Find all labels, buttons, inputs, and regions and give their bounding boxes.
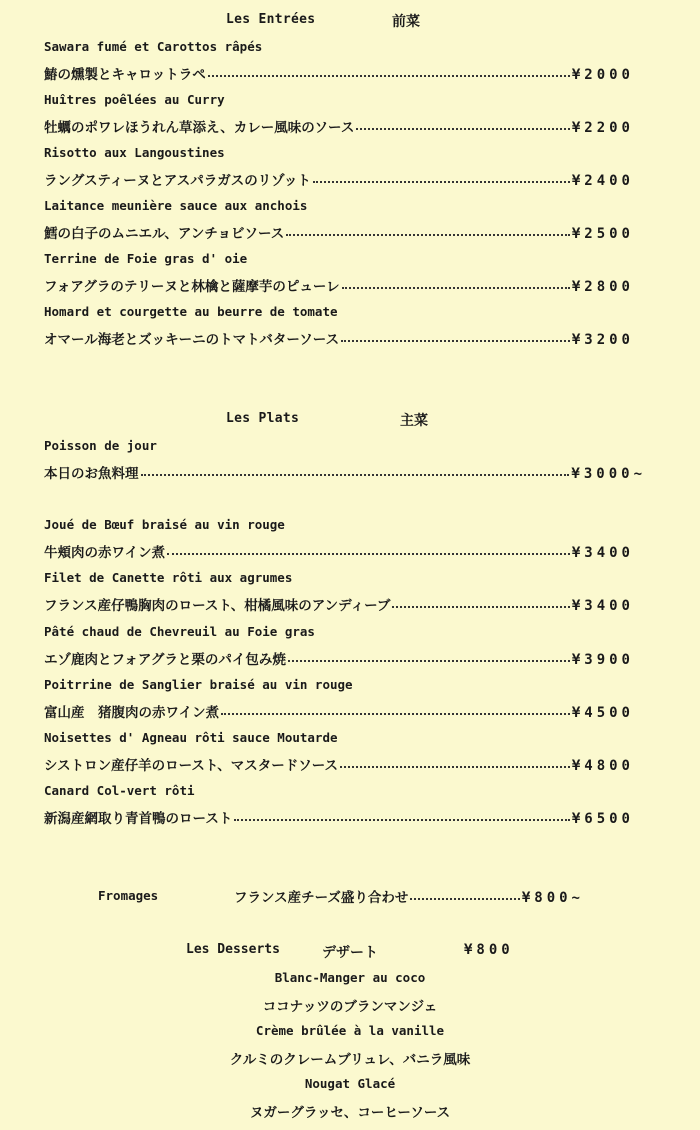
entree-item-fr: Risotto aux Langoustines [44, 145, 225, 160]
entree-item-fr: Huîtres poêlées au Curry [44, 92, 225, 107]
fromages-line [234, 886, 584, 906]
leader-dots [340, 758, 570, 768]
plat-item-price: ¥4800 [571, 758, 634, 774]
plat-item-jp-text: 牛頬肉の赤ワイン煮 [44, 545, 166, 561]
entree-item-price: ¥3200 [571, 332, 634, 348]
leader-dots [286, 226, 570, 236]
plat-item-jp-text: 富山産 猪腹肉の赤ワイン煮 [44, 705, 220, 721]
entree-item-jp [44, 222, 634, 242]
entree-item-jp-text: 鱈の白子のムニエル、アンチョビソース [44, 226, 285, 242]
dessert-item-fr: Crème brûlée à la vanille [255, 1023, 445, 1038]
entree-item-jp-text: オマール海老とズッキーニのトマトバターソース [44, 332, 340, 348]
plat-item-fr: Poisson de jour [44, 438, 157, 453]
entree-item-price: ¥2200 [571, 120, 634, 136]
leader-dots [234, 811, 570, 821]
entree-item-jp [44, 63, 634, 83]
plat-item-fr: Filet de Canette rôti aux agrumes [44, 570, 293, 585]
entree-item-jp [44, 275, 634, 295]
plat-item-price: ¥6500 [571, 811, 634, 827]
desserts-title-jp: デザート [322, 945, 378, 961]
leader-dots [392, 598, 569, 608]
entree-item-jp-text: ラングスティーヌとアスパラガスのリゾット [44, 173, 311, 189]
leader-dots [141, 466, 570, 476]
plat-item-jp [44, 594, 634, 614]
plat-item-jp-text: 新潟産網取り青首鴨のロースト [44, 811, 233, 827]
dessert-item-fr: Nougat Glacé [304, 1076, 396, 1091]
plat-item-jp-text: フランス産仔鴨胸肉のロースト、柑橘風味のアンディーブ [44, 598, 391, 614]
dessert-item-jp: クルミのクレームブリュレ、バニラ風味 [229, 1052, 471, 1068]
plat-item-jp [44, 541, 634, 561]
desserts-title: Les Desserts [186, 942, 280, 957]
plats-title-jp: 主菜 [400, 413, 428, 429]
entree-item-fr: Terrine de Foie gras d' oie [44, 251, 248, 266]
entree-item-price: ¥2400 [571, 173, 634, 189]
plat-item-price: ¥4500 [571, 705, 634, 721]
entree-item-price: ¥2800 [571, 279, 634, 295]
leader-dots [208, 67, 570, 77]
plats-title: Les Plats [226, 411, 300, 426]
leader-dots [288, 652, 570, 662]
plat-item-jp [44, 754, 634, 774]
plat-item-jp-text: エゾ鹿肉とフォアグラと栗のパイ包み焼 [44, 652, 286, 668]
fromages-price: ¥800~ [521, 890, 584, 906]
entree-item-price: ¥2000 [571, 67, 634, 83]
entrees-title: Les Entrées [226, 12, 316, 27]
dessert-item-fr: Blanc-Manger au coco [274, 970, 426, 985]
entree-item-jp [44, 169, 634, 189]
dessert-item-jp: ヌガーグラッセ、コーヒーソース [249, 1105, 451, 1121]
plat-item-price: ¥3900 [571, 652, 634, 668]
leader-dots [342, 279, 570, 289]
plat-item-jp [44, 807, 634, 827]
entrees-title-jp: 前菜 [392, 14, 420, 30]
leader-dots [410, 890, 519, 900]
entree-item-price: ¥2500 [571, 226, 634, 242]
leader-dots [341, 332, 570, 342]
entree-item-jp-text: 牡蠣のポワレほうれん草添え、カレー風味のソース [44, 120, 355, 136]
desserts-price: ¥800 [464, 942, 514, 958]
dessert-item-jp: ココナッツのブランマンジェ [262, 999, 438, 1015]
leader-dots [167, 545, 570, 555]
entree-item-jp [44, 328, 634, 348]
leader-dots [313, 173, 570, 183]
fromages-label: Fromages [98, 888, 159, 903]
plat-item-jp [44, 701, 634, 721]
plat-item-fr: Noisettes d' Agneau rôti sauce Moutarde [44, 730, 338, 745]
plat-item-jp [44, 648, 634, 668]
leader-dots [221, 705, 570, 715]
plat-item-price: ¥3400 [571, 598, 634, 614]
plat-item-jp [44, 462, 646, 482]
entree-item-jp-text: フォアグラのテリーヌと林檎と薩摩芋のピューレ [44, 279, 340, 295]
plat-item-jp-text: 本日のお魚料理 [44, 466, 139, 482]
plat-item-fr: Canard Col-vert rôti [44, 783, 195, 798]
plat-item-jp-text: シストロン産仔羊のロースト、マスタードソース [44, 758, 339, 774]
plat-item-fr: Joué de Bœuf braisé au vin rouge [44, 517, 285, 532]
entree-item-fr: Laitance meunière sauce aux anchois [44, 198, 308, 213]
entree-item-jp-text: 鰆の燻製とキャロットラペ [44, 67, 206, 83]
plat-item-price: ¥3400 [571, 545, 634, 561]
entree-item-fr: Homard et courgette au beurre de tomate [44, 304, 338, 319]
plat-item-fr: Poitrrine de Sanglier braisé au vin rouge [44, 677, 353, 692]
leader-dots [356, 120, 569, 130]
entree-item-jp [44, 116, 634, 136]
entree-item-fr: Sawara fumé et Carottos râpés [44, 39, 263, 54]
plat-item-fr: Pâté chaud de Chevreuil au Foie gras [44, 624, 315, 639]
fromages-jp-text: フランス産チーズ盛り合わせ [234, 890, 409, 906]
plat-item-price: ¥3000~ [571, 466, 646, 482]
